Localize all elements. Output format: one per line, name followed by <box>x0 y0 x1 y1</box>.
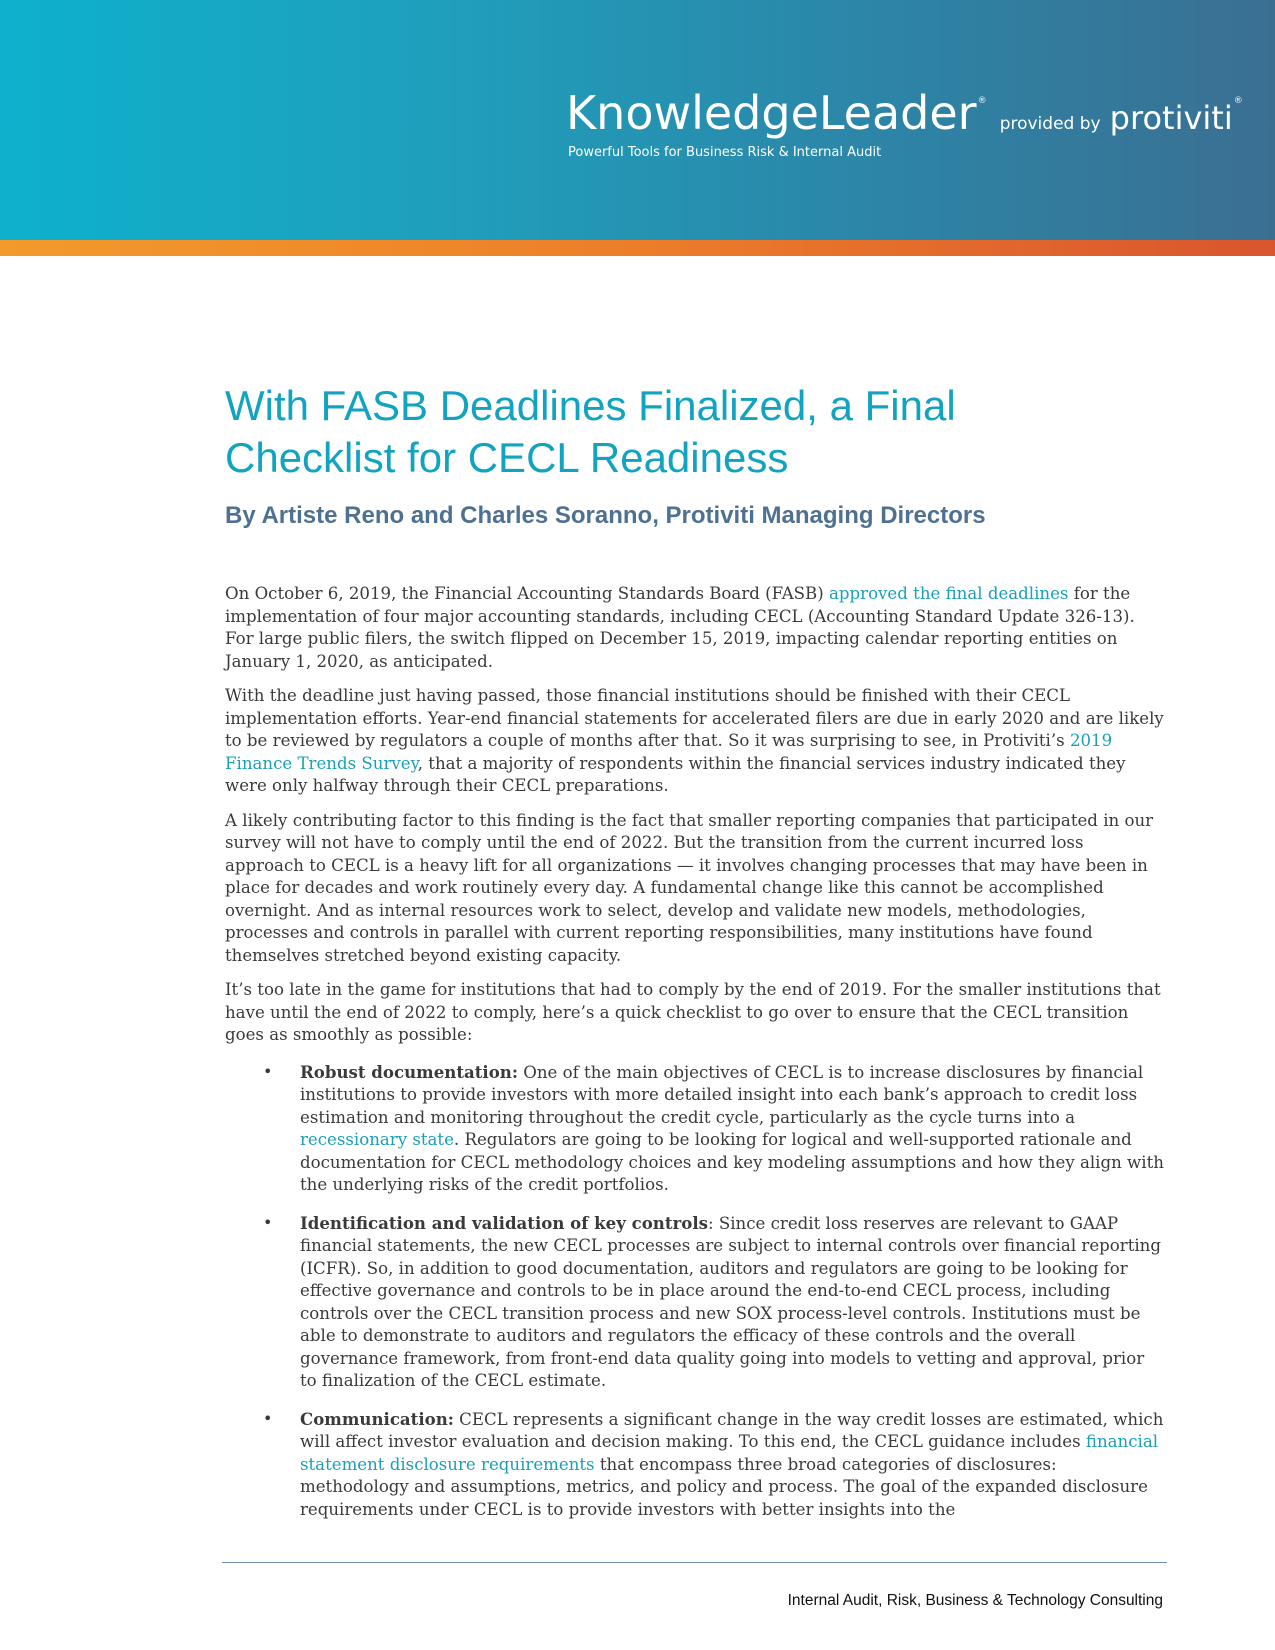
provider-registered-mark: ® <box>1233 96 1243 106</box>
list-item-heading: Robust documentation: <box>300 1061 518 1082</box>
brand-name: KnowledgeLeader <box>566 86 977 140</box>
author-byline: By Artiste Reno and Charles Soranno, Protiviti Managing Directors <box>225 502 986 529</box>
bullet-icon: • <box>263 1061 273 1081</box>
bullet-icon: • <box>263 1408 273 1428</box>
list-item-heading: Identification and validation of key controls <box>300 1212 708 1233</box>
footer-text: Internal Audit, Risk, Business & Technology Consulting <box>787 1592 1163 1609</box>
provider-name: protiviti <box>1109 99 1233 137</box>
list-item: • Communication: CECL represents a significant change in the way credit losses are estimated, which will affect investor evaluation and decision making. To this end, the CECL guidance includes financial statement disclosure requirements that encompass three broad categories of disclosures: methodology and assumptions, metrics, and policy and process. The goal of the expanded disclosure requirements under CECL is to provide investors with better insights into the <box>263 1408 1164 1519</box>
paragraph-2: With the deadline just having passed, those financial institutions should be finished with their CECL implementation efforts. Year-end financial statements for accelerated filers are due in early 2020 and are likely to be reviewed by regulators a couple of months after that. So it was surprising to see, in Protiviti’s 2019 Finance Trends Survey, that a majority of respondents within the financial services industry indicated they were only halfway through their CECL preparations. <box>225 686 1164 795</box>
list-item: • Identification and validation of key controls: Since credit loss reserves are relevant to GAAP financial statements, the new CECL processes are subject to internal controls over financial reporting (ICFR). So, in addition to good documentation, auditors and regulators are going to be looking for effective governance and controls to be in place around the end-to-end CECL process, including controls over the CECL transition process and new SOX process-level controls. Institutions must be able to demonstrate to auditors and regulators the efficacy of these controls and the overall governance framework, from front-end data quality going into models to vetting and approval, prior to finalization of the CECL estimate. <box>263 1212 1161 1390</box>
paragraph-4: It’s too late in the game for institutions that had to comply by the end of 2019. For the smaller institutions that have until the end of 2022 to comply, here’s a quick checklist to go over to ensure that the CECL transition goes as smoothly as possible: <box>225 980 1161 1044</box>
page-title: With FASB Deadlines Finalized, a Final Checklist for CECL Readiness <box>225 382 956 481</box>
brand-logo <box>566 86 1243 140</box>
footer-divider <box>222 1562 1167 1563</box>
approved-final-deadlines-link[interactable]: approved the final deadlines <box>829 584 1069 603</box>
article-body <box>225 583 1165 1536</box>
list-item-heading: Communication: <box>300 1408 454 1429</box>
paragraph-1: On October 6, 2019, the Financial Accounting Standards Board (FASB) approved the final deadlines for the implementation of four major accounting standards, including CECL (Accounting Standard Update 326-13). For large public filers, the switch flipped on December 15, 2019, impacting calendar reporting entities on January 1, 2020, as anticipated. <box>225 584 1135 671</box>
bullet-icon: • <box>263 1212 273 1232</box>
paragraph-3: A likely contributing factor to this finding is the fact that smaller reporting companies that participated in our survey will not have to comply until the end of 2022. But the transition from the current incurred loss approach to CECL is a heavy lift for all organizations — it involves changing processes that may have been in place for decades and work routinely every day. A fundamental change like this cannot be accomplished overnight. And as internal resources work to select, develop and validate new models, methodologies, processes and controls in parallel with current reporting responsibilities, many institutions have found themselves stretched beyond existing capacity. <box>225 810 1154 965</box>
brand-tagline: Powerful Tools for Business Risk & Internal Audit <box>568 145 882 160</box>
recessionary-state-link[interactable]: recessionary state <box>300 1130 454 1149</box>
finance-trends-survey-link[interactable]: 2019 Finance Trends Survey <box>225 731 1113 773</box>
checklist <box>225 1061 1165 1522</box>
accent-bar <box>0 240 1275 256</box>
registered-mark: ® <box>977 96 987 106</box>
provided-by-label: provided by <box>999 114 1101 134</box>
disclosure-requirements-link[interactable]: financial statement disclosure requirements <box>300 1432 1159 1474</box>
list-item: • Robust documentation: One of the main objectives of CECL is to increase disclosures by financial institutions to provide investors with more detailed insight into each bank’s approach to credit loss estimation and monitoring throughout the credit cycle, particularly as the cycle turns into a recessionary state. Regulators are going to be looking for logical and well-supported rationale and documentation for CECL methodology choices and key modeling assumptions and how they align with the underlying risks of the credit portfolios. <box>263 1061 1164 1194</box>
